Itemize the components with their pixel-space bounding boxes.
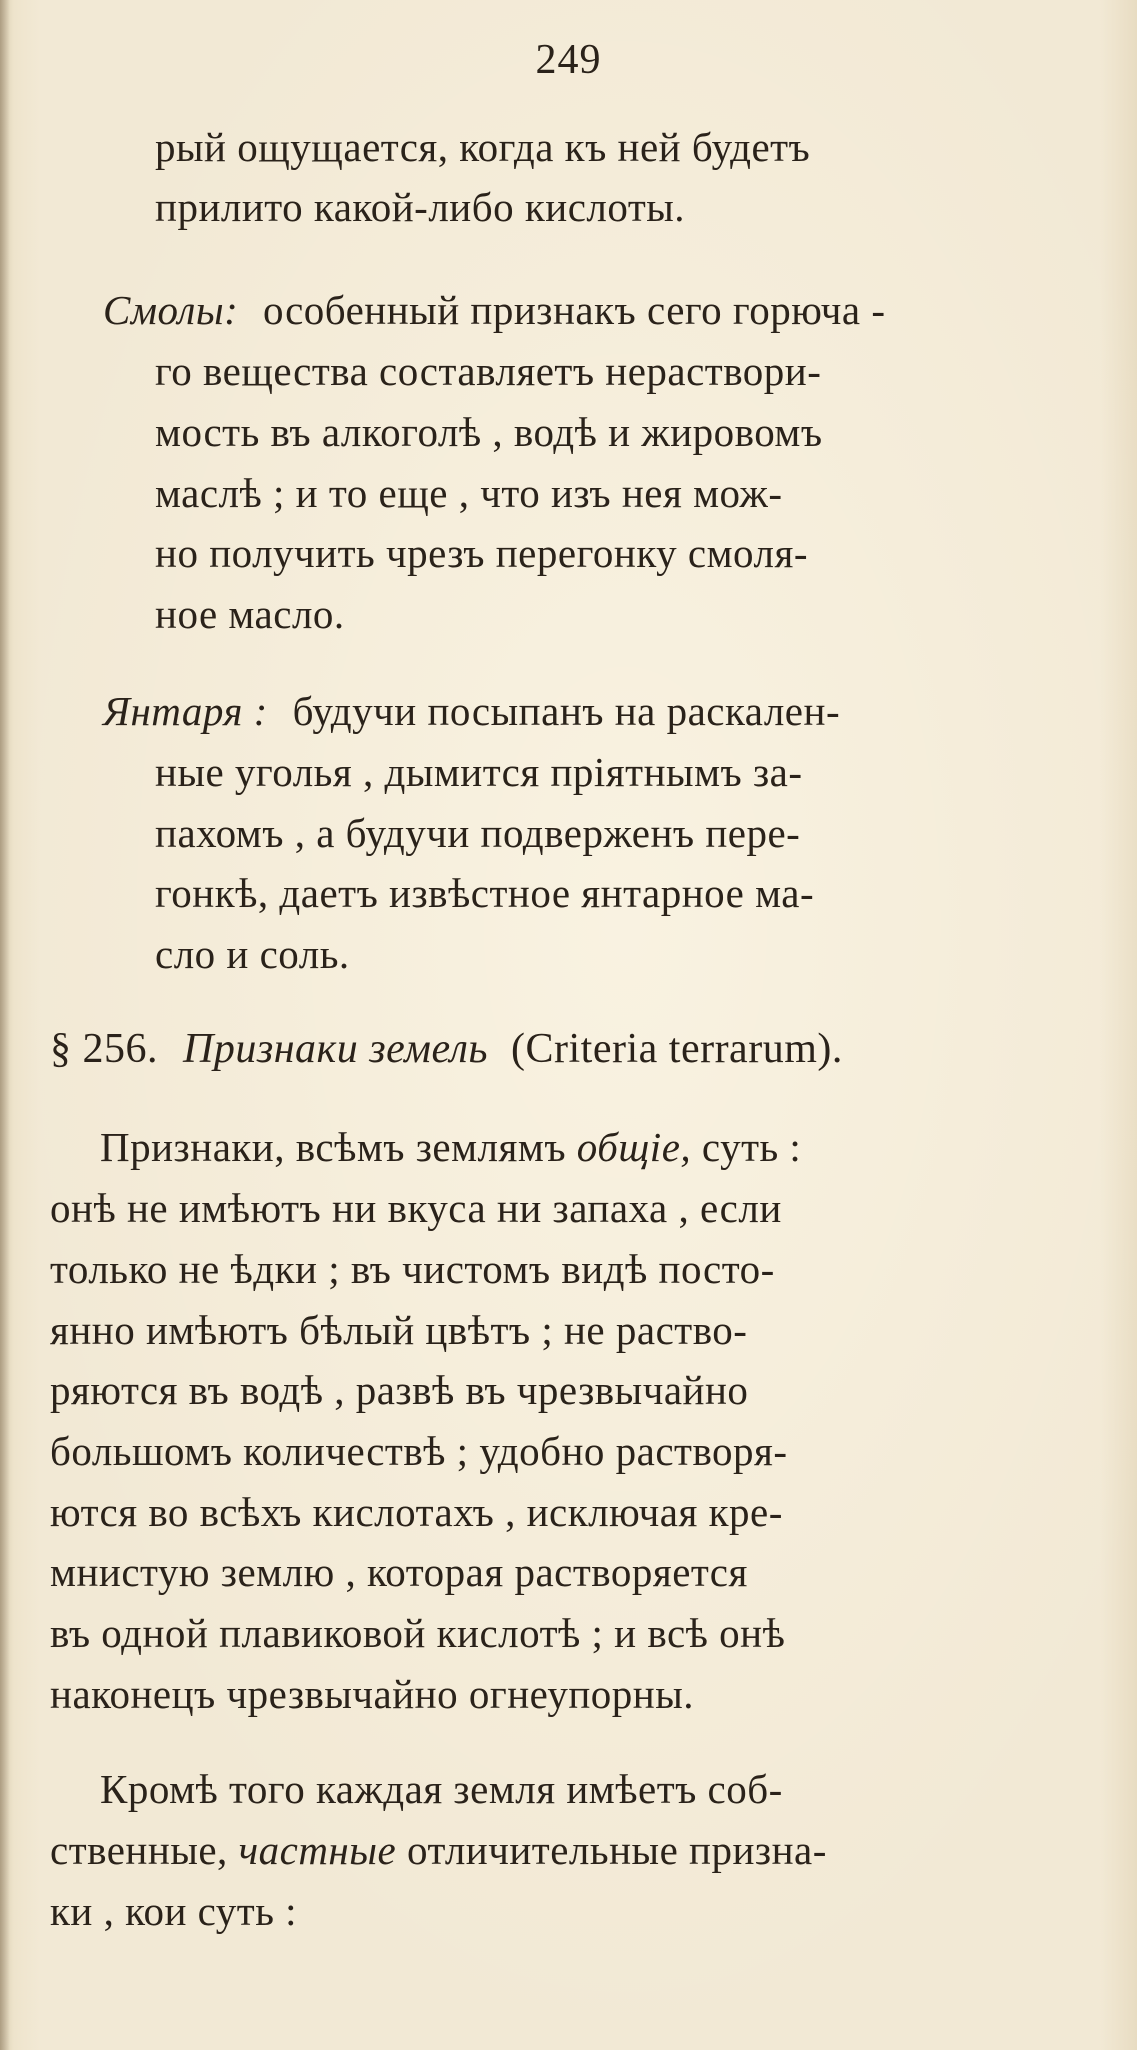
text-line-content: маслѣ ; и то еще , что изъ нея мож- <box>155 470 783 516</box>
text-line-content: ственные, <box>50 1827 239 1873</box>
text-line <box>155 346 821 396</box>
text-line-content: Кромѣ того каждая земля имѣетъ соб- <box>100 1766 783 1812</box>
text-line-content: янно имѣютъ бѣлый цвѣтъ ; не раство- <box>50 1307 748 1353</box>
section-title: Признаки земель <box>183 1026 489 1072</box>
section-heading <box>50 1024 843 1074</box>
section-latin: (Criteria terrarum). <box>511 1026 843 1072</box>
text-line-content: прилито какой-либо кислоты. <box>155 184 686 230</box>
text-line-content: го вещества составляетъ нераствори- <box>155 348 822 394</box>
emphasis-word: общіе, <box>576 1124 692 1170</box>
text-line <box>50 1426 788 1476</box>
emphasis-word: частные <box>238 1827 397 1873</box>
text-line-content: особенный признакъ сего горюча - <box>263 287 886 333</box>
text-line-content: мнистую землю , которая растворяется <box>50 1549 748 1595</box>
text-line-content: ряются въ водѣ , развѣ въ чрезвычайно <box>50 1367 749 1413</box>
text-line <box>50 1608 785 1658</box>
text-line <box>155 407 823 457</box>
text-line <box>100 1764 783 1814</box>
text-line <box>50 1365 748 1415</box>
text-line <box>155 528 808 578</box>
text-line <box>155 929 350 979</box>
text-line-content: въ одной плавиковой кислотѣ ; и всѣ онѣ <box>50 1610 786 1656</box>
text-line <box>50 1183 782 1233</box>
text-line <box>155 468 783 518</box>
text-line-content: онѣ не имѣютъ ни вкуса ни запаха , если <box>50 1185 782 1231</box>
text-line <box>100 1122 801 1172</box>
text-line-content: сло и соль. <box>155 931 350 977</box>
text-line-content: но получить чрезъ перегонку смоля- <box>155 530 808 576</box>
text-line <box>50 1547 748 1597</box>
text-line <box>103 686 840 736</box>
text-line <box>103 285 1020 335</box>
text-line-content: большомъ количествѣ ; удобно растворя- <box>50 1428 788 1474</box>
text-line-content: ные уголья , дымится пріятнымъ за- <box>155 749 803 795</box>
text-line-content: ное масло. <box>155 591 345 637</box>
text-line <box>50 1244 775 1294</box>
page-number: 249 <box>535 37 602 83</box>
text-line <box>50 1886 297 1936</box>
text-line <box>50 1487 783 1537</box>
text-line <box>50 1825 827 1875</box>
section-mark: § 256. <box>50 1026 158 1072</box>
text-line-content: только не ѣдки ; въ чистомъ видѣ посто- <box>50 1246 775 1292</box>
text-line-content: ются во всѣхъ кислотахъ , исключая кре- <box>50 1489 783 1535</box>
spine-shadow <box>0 0 10 2050</box>
text-line <box>155 589 345 639</box>
entry-term: Смолы: <box>103 287 239 333</box>
text-line <box>155 182 685 232</box>
text-line-content: гонкѣ, даетъ извѣстное янтарное ма- <box>155 870 815 916</box>
text-line-content: Признаки, всѣмъ землямъ <box>100 1124 577 1170</box>
text-line <box>155 747 803 797</box>
text-line-content: наконецъ чрезвычайно огнеупорны. <box>50 1671 694 1717</box>
text-line-content: отличительные призна- <box>396 1827 827 1873</box>
text-line <box>155 122 1020 172</box>
text-line <box>50 1669 694 1719</box>
text-line-content: мость въ алкоголѣ , водѣ и жировомъ <box>155 409 823 455</box>
text-line-content: суть : <box>691 1124 802 1170</box>
entry-term: Янтаря : <box>103 688 268 734</box>
text-line-content: пахомъ , а будучи подверженъ пере- <box>155 810 801 856</box>
text-line <box>155 868 814 918</box>
text-line-content: будучи посыпанъ на раскален- <box>292 688 841 734</box>
text-line <box>155 808 800 858</box>
text-line <box>50 1305 747 1355</box>
text-line-content: ки , кои суть : <box>50 1888 298 1934</box>
text-line-content: рый ощущается, когда къ ней будетъ <box>155 124 811 170</box>
